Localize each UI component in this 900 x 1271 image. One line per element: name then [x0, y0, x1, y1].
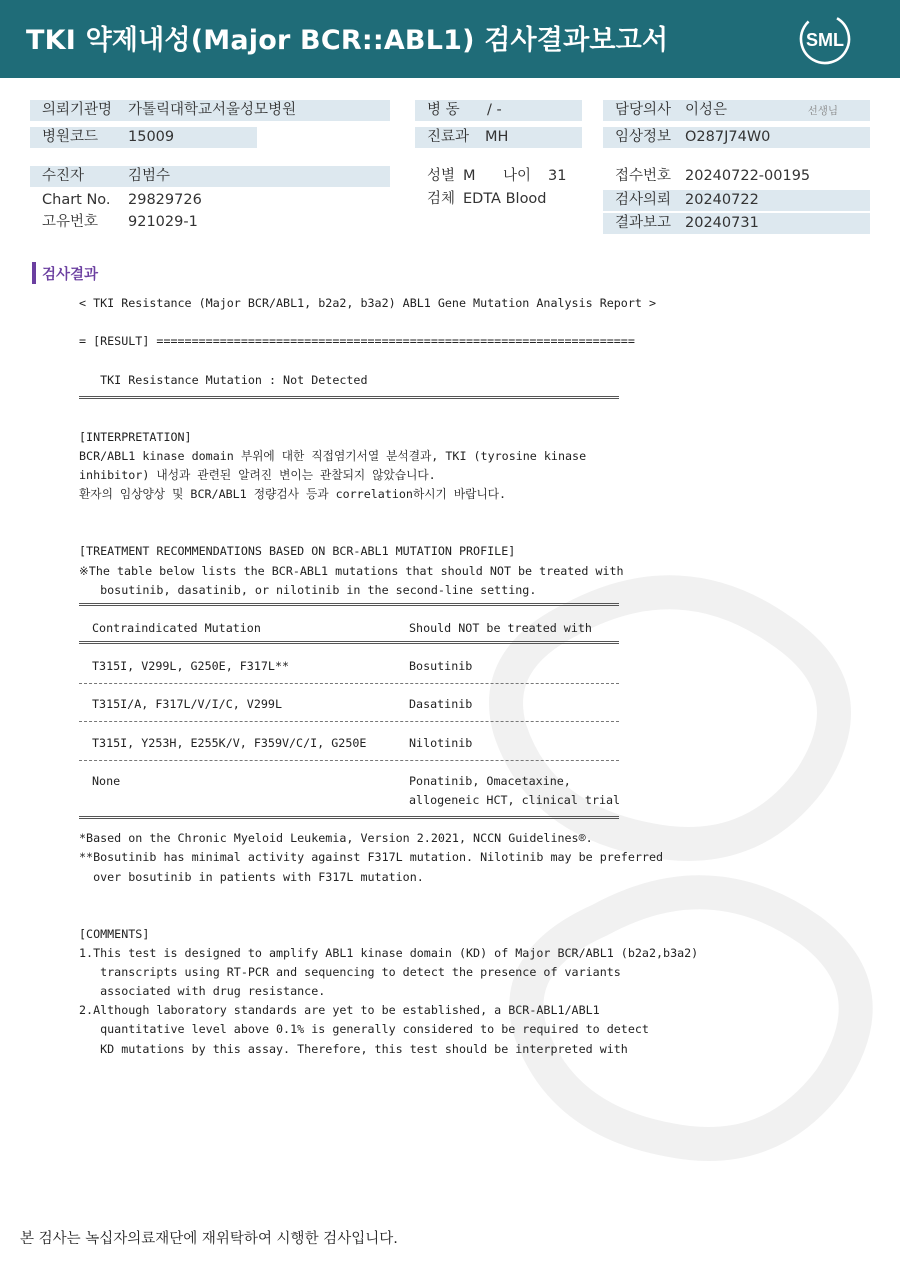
hospital-code-label: 병원코드: [42, 129, 99, 145]
divider: [79, 396, 619, 399]
table-header-rule: [79, 641, 619, 644]
table-cell-mutation: T315I, Y253H, E255K/V, F359V/C/I, G250E: [92, 736, 367, 750]
sml-logo: [796, 12, 854, 66]
table-top-rule: [79, 603, 619, 606]
sex-value: M: [463, 168, 476, 184]
hospital-code-row: [30, 127, 257, 148]
institution-value: 가톨릭대학교서울성모병원: [128, 102, 297, 118]
doctor-value: 이성은: [685, 102, 728, 118]
table-cell-mutation: None: [92, 774, 121, 788]
report-heading: < TKI Resistance (Major BCR/ABL1, b2a2, b3a2) ABL1 Gene Mutation Analysis Report >: [79, 296, 656, 310]
chart-no-label: Chart No.: [42, 192, 111, 208]
comment-line: KD mutations by this assay. Therefore, this test should be interpreted with: [79, 1042, 628, 1056]
hospital-code-value: 15009: [128, 129, 175, 145]
section-title: 검사결과: [42, 267, 99, 283]
footnote: **Bosutinib has minimal activity against F317L mutation. Nilotinib may be preferred: [79, 850, 664, 864]
institution-label: 의뢰기관명: [42, 102, 113, 118]
sex-label: 성별: [427, 168, 456, 184]
table-cell-drug: Dasatinib: [409, 697, 473, 711]
treatment-note: bosutinib, dasatinib, or nilotinib in the second-line setting.: [79, 583, 537, 597]
ward-row: [415, 100, 582, 121]
clinical-info-value: O287J74W0: [685, 129, 771, 145]
result-line: TKI Resistance Mutation : Not Detected: [79, 373, 368, 387]
table-header-mutation: Contraindicated Mutation: [92, 621, 261, 635]
table-row-rule: [79, 683, 619, 684]
table-cell-drug: Ponatinib, Omacetaxine,: [409, 774, 571, 788]
footer-note: 본 검사는 녹십자의료재단에 재위탁하여 시행한 검사입니다.: [20, 1231, 398, 1247]
unique-no-label: 고유번호: [42, 214, 99, 230]
patient-label: 수진자: [42, 168, 85, 184]
patient-value: 김범수: [128, 168, 171, 184]
table-bottom-rule: [79, 816, 619, 819]
table-cell-mutation: T315I, V299L, G250E, F317L**: [92, 659, 290, 673]
department-value: MH: [485, 129, 509, 145]
result-heading: = [RESULT] ====================================================================: [79, 334, 635, 348]
chart-no-row: [30, 190, 390, 211]
report-date-row: [603, 213, 870, 234]
table-row-rule: [79, 760, 619, 761]
logo-text: SML: [806, 30, 844, 50]
unique-no-value: 921029-1: [128, 214, 198, 230]
report-title: TKI 약제내성(Major BCR::ABL1) 검사결과보고서: [26, 25, 669, 56]
receipt-no-label: 접수번호: [615, 168, 672, 184]
doctor-label: 담당의사: [615, 102, 672, 118]
interpretation-line: 환자의 임상양상 및 BCR/ABL1 정량검사 등과 correlation하시기 바랍니다.: [79, 487, 507, 501]
doctor-row: [603, 100, 870, 121]
clinical-info-row: [603, 127, 870, 148]
comment-line: 2.Although laboratory standards are yet to be established, a BCR-ABL1/ABL1: [79, 1003, 600, 1017]
interpretation-line: BCR/ABL1 kinase domain 부위에 대한 직접염기서열 분석결과, TKI (tyrosine kinase: [79, 449, 587, 463]
report-date-value: 20240731: [685, 215, 759, 231]
footnote: *Based on the Chronic Myeloid Leukemia, Version 2.2021, NCCN Guidelines®.: [79, 831, 593, 845]
request-date-value: 20240722: [685, 192, 759, 208]
comment-line: transcripts using RT-PCR and sequencing to detect the presence of variants: [79, 965, 621, 979]
section-heading: [32, 262, 99, 284]
age-value: 31: [548, 168, 567, 184]
comments-heading: [COMMENTS]: [79, 927, 150, 941]
institution-row: [30, 100, 390, 121]
comment-line: associated with drug resistance.: [79, 984, 326, 998]
comment-line: 1.This test is designed to amplify ABL1 kinase domain (KD) of Major BCR/ABL1 (b2a2,b3a2): [79, 946, 699, 960]
sex-age-row: [415, 166, 582, 187]
clinical-info-label: 임상정보: [615, 129, 672, 145]
doctor-suffix: 선생님: [807, 105, 838, 117]
table-cell-drug: Bosutinib: [409, 659, 473, 673]
watermark-logo-icon: [450, 540, 900, 1260]
receipt-no-value: 20240722-00195: [685, 168, 811, 184]
unique-no-row: [30, 212, 390, 233]
treatment-note: ※The table below lists the BCR-ABL1 mutations that should NOT be treated with: [79, 564, 624, 578]
request-date-label: 검사의뢰: [615, 192, 672, 208]
table-header-drug: Should NOT be treated with: [409, 621, 592, 635]
receipt-no-row: [603, 166, 870, 187]
treatment-heading: [TREATMENT RECOMMENDATIONS BASED ON BCR-ABL1 MUTATION PROFILE]: [79, 544, 516, 558]
chart-no-value: 29829726: [128, 192, 202, 208]
ward-value: / -: [487, 102, 502, 118]
interpretation-heading: [INTERPRETATION]: [79, 430, 192, 444]
age-label: 나이: [503, 168, 532, 184]
report-header: [0, 0, 900, 78]
footnote: over bosutinib in patients with F317L mutation.: [79, 870, 424, 884]
department-label: 진료과: [427, 129, 470, 145]
report-date-label: 결과보고: [615, 215, 672, 231]
table-row-rule: [79, 721, 619, 722]
interpretation-line: inhibitor) 내성과 관련된 알려진 변이는 관찰되지 않았습니다.: [79, 468, 436, 482]
ward-label: 병 동: [427, 102, 460, 118]
department-row: [415, 127, 582, 148]
request-date-row: [603, 190, 870, 211]
table-cell-drug-continued: allogeneic HCT, clinical trial: [409, 793, 621, 807]
table-cell-drug: Nilotinib: [409, 736, 473, 750]
specimen-value: EDTA Blood: [463, 191, 547, 207]
table-cell-mutation: T315I/A, F317L/V/I/C, V299L: [92, 697, 282, 711]
comment-line: quantitative level above 0.1% is generally considered to be required to detect: [79, 1022, 649, 1036]
specimen-label: 검체: [427, 191, 456, 207]
patient-row: [30, 166, 390, 187]
specimen-row: [415, 189, 582, 210]
